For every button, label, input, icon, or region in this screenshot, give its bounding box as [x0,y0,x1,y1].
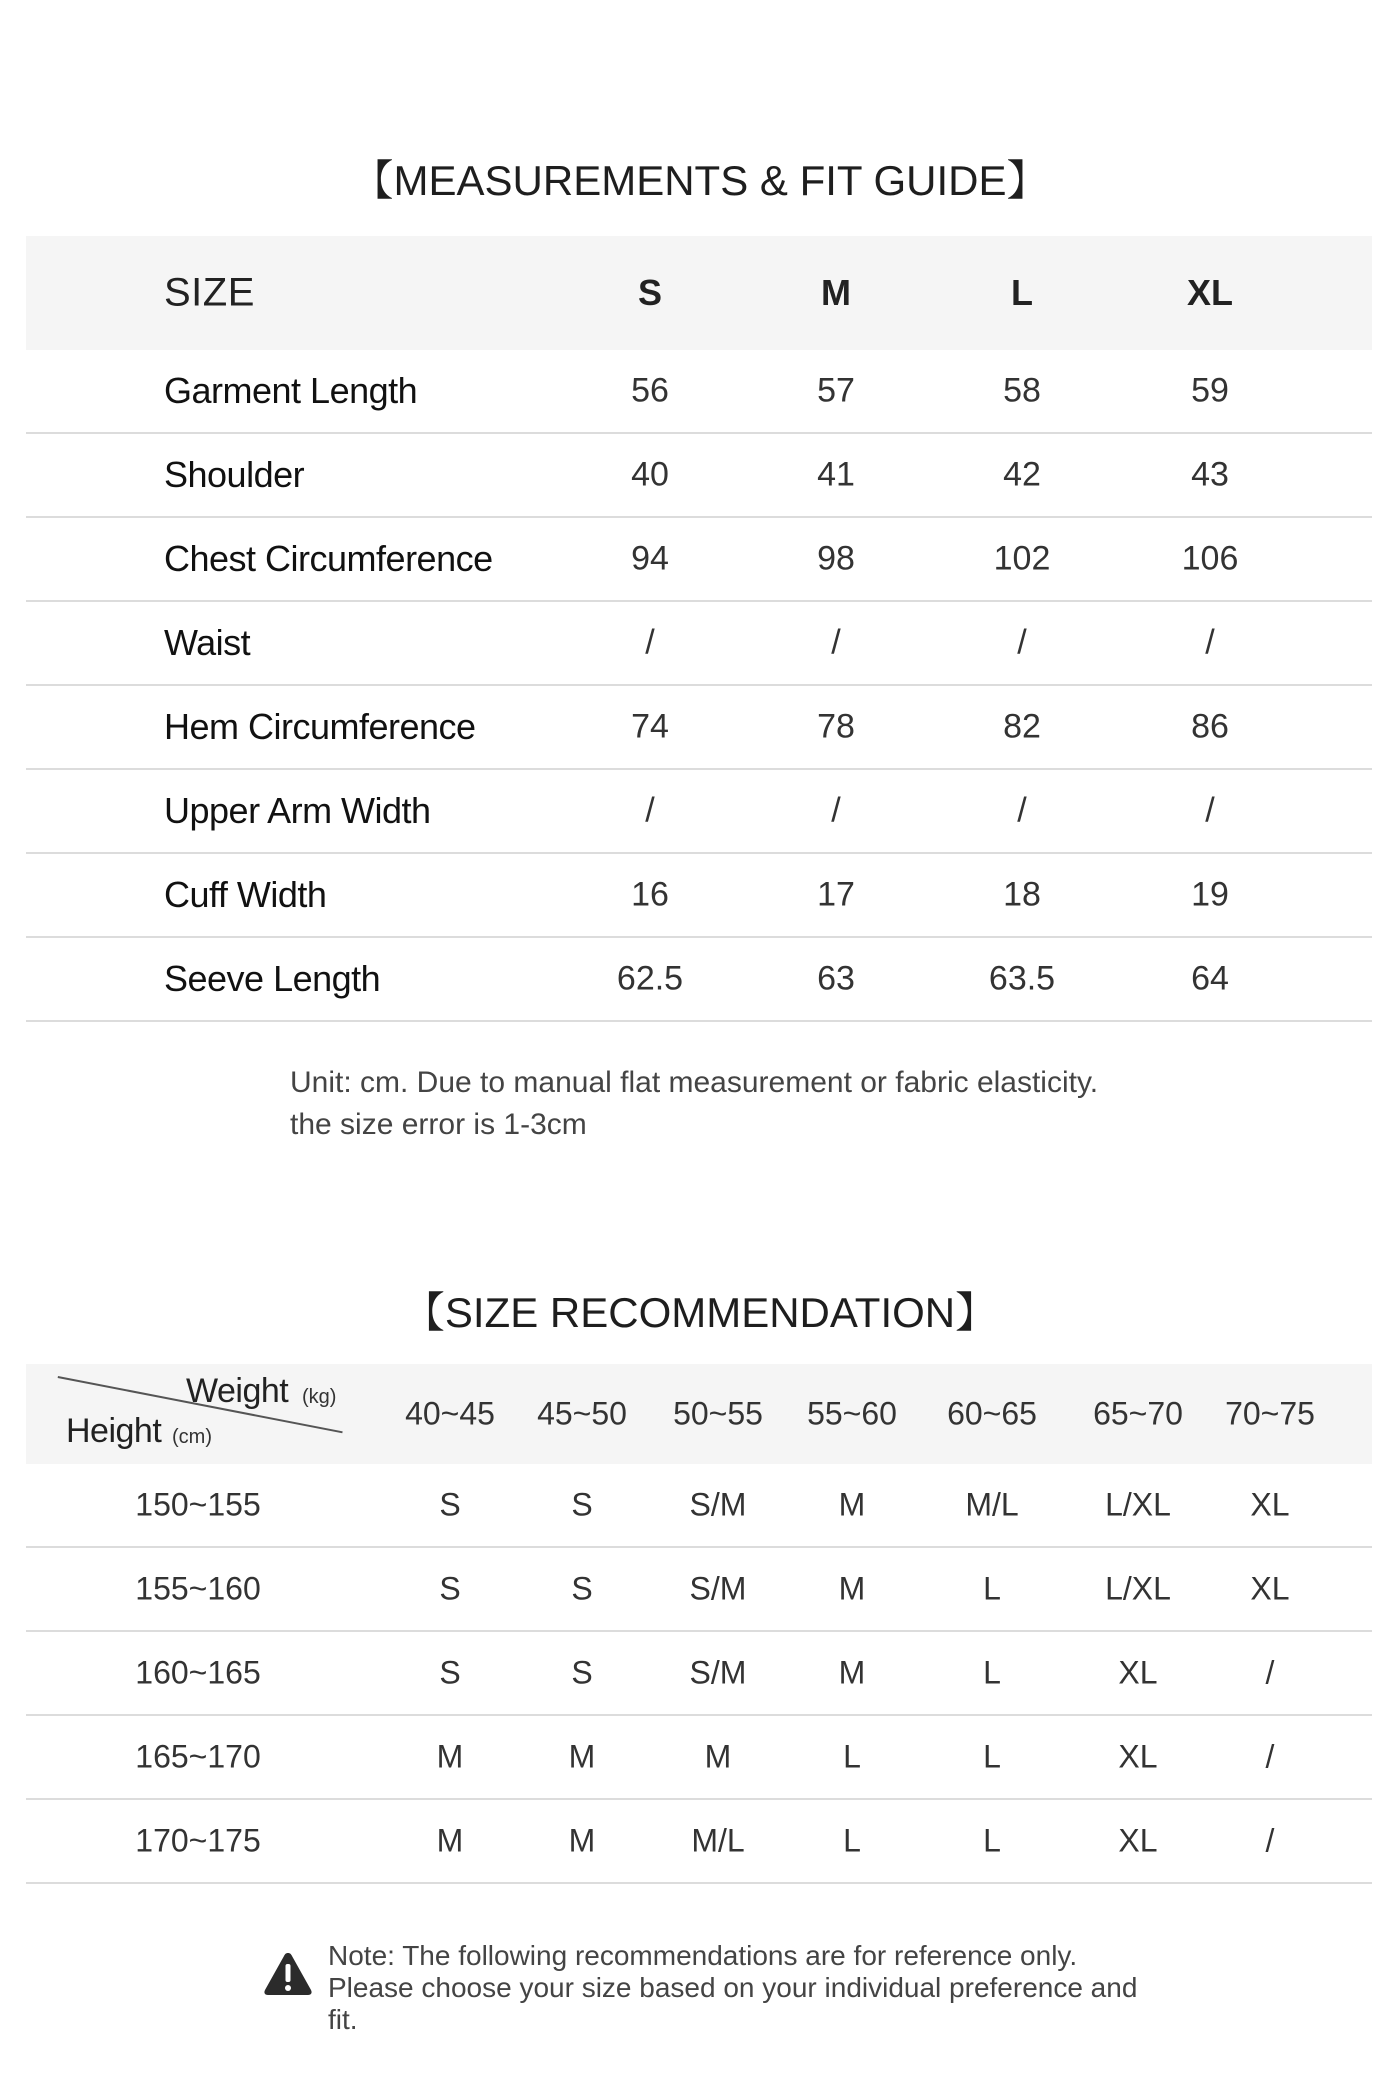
size-cell: M [838,1654,866,1691]
weight-range: 45~50 [537,1395,627,1432]
weight-range: 70~75 [1225,1395,1315,1432]
size-cell: S [439,1486,461,1523]
row-label: Seeve Length [164,958,381,999]
size-cell: S/M [689,1570,747,1607]
table-row [26,1800,1372,1884]
size-cell: M [838,1570,866,1607]
table-row [26,518,1372,602]
height-range: 165~170 [135,1738,261,1775]
row-label: Shoulder [164,454,305,495]
measurements-header-row [26,236,1372,350]
size-cell: XL [1250,1486,1290,1523]
cell-value: 63 [817,959,855,998]
recommendation-note [262,1940,1162,2035]
size-cell: XL [1118,1654,1158,1691]
measurements-title: 【MEASUREMENTS & FIT GUIDE】 [351,157,1049,204]
weight-range: 50~55 [673,1395,763,1432]
height-range: 160~165 [135,1654,261,1691]
cell-value: 82 [1003,707,1041,746]
size-header-label: SIZE [164,270,255,315]
cell-value: 63.5 [988,959,1056,998]
size-cell: S [571,1570,593,1607]
cell-value: 106 [1181,539,1239,578]
cell-value: 19 [1191,875,1229,914]
size-cell: / [1265,1654,1275,1691]
cell-value: 86 [1191,707,1229,746]
table-row [26,1548,1372,1632]
cell-value: 57 [817,371,855,410]
size-cell: XL [1118,1738,1158,1775]
size-cell: M/L [965,1486,1019,1523]
note-text [328,1940,1162,2036]
size-header-s: S [637,272,663,313]
table-row [26,602,1372,686]
cell-value: 78 [817,707,855,746]
unit-note-line2: the size error is 1-3cm [290,1108,587,1141]
size-cell: S/M [689,1654,747,1691]
size-cell: S [439,1570,461,1607]
cell-value: 59 [1191,371,1229,410]
cell-value: 17 [817,875,855,914]
table-row [26,770,1372,854]
height-label: Height [66,1412,162,1450]
size-cell: M [704,1738,732,1775]
recommendation-table [26,1364,1372,1884]
row-label: Hem Circumference [164,706,476,747]
size-cell: L [983,1822,1001,1859]
weight-range: 65~70 [1093,1395,1183,1432]
table-row [26,686,1372,770]
cell-value: / [645,791,655,830]
size-cell: L [983,1738,1001,1775]
cell-value: / [1205,623,1215,662]
size-header-xl: XL [1186,272,1234,313]
table-row [26,1632,1372,1716]
weight-range: 60~65 [947,1395,1037,1432]
cell-value: 42 [1003,455,1041,494]
weight-label: Weight [186,1372,289,1410]
height-range: 150~155 [135,1486,261,1523]
size-cell: L [843,1822,861,1859]
size-cell: L [983,1570,1001,1607]
cell-value: 56 [631,371,669,410]
size-cell: XL [1250,1570,1290,1607]
size-cell: S/M [689,1486,747,1523]
weight-range: 55~60 [807,1395,897,1432]
cell-value: / [645,623,655,662]
size-cell: L [983,1654,1001,1691]
row-label: Upper Arm Width [164,790,431,831]
table-row [26,350,1372,434]
cell-value: 102 [993,539,1051,578]
size-cell: M [436,1738,464,1775]
size-header-m: M [821,272,851,313]
row-label: Cuff Width [164,874,327,915]
table-row [26,854,1372,938]
height-range: 155~160 [135,1570,261,1607]
cell-value: 16 [631,875,669,914]
size-cell: L/XL [1105,1570,1171,1607]
cell-value: / [831,623,841,662]
table-row [26,1716,1372,1800]
cell-value: 74 [631,707,669,746]
note-line2: Please choose your size based on your individual preference and fit. [328,1972,1138,2035]
size-header-l: L [1011,272,1033,313]
cell-value: 98 [817,539,855,578]
cell-value: 62.5 [616,959,684,998]
size-cell: XL [1118,1822,1158,1859]
cell-value: / [831,791,841,830]
size-cell: / [1265,1738,1275,1775]
cell-value: 43 [1191,455,1229,494]
size-cell: M/L [691,1822,745,1859]
unit-note [290,1062,1098,1146]
size-cell: S [571,1486,593,1523]
size-cell: M [838,1486,866,1523]
row-label: Chest Circumference [164,538,493,579]
cell-value: 41 [817,455,855,494]
measurements-table [26,236,1372,1022]
cell-value: / [1017,791,1027,830]
row-label: Garment Length [164,370,418,411]
unit-note-line1: Unit: cm. Due to manual flat measurement or fabric elasticity. [290,1066,1099,1099]
cell-value: 94 [631,539,669,578]
height-range: 170~175 [135,1822,261,1859]
size-cell: L/XL [1105,1486,1171,1523]
cell-value: 40 [631,455,669,494]
recommendation-header-row [26,1364,1372,1464]
cell-value: 18 [1003,875,1041,914]
cell-value: 64 [1191,959,1229,998]
row-label: Waist [164,622,251,663]
size-cell: / [1265,1822,1275,1859]
recommendation-title: 【SIZE RECOMMENDATION】 [402,1289,998,1336]
weight-unit: (kg) [302,1386,337,1408]
table-row [26,434,1372,518]
size-cell: S [571,1654,593,1691]
weight-range: 40~45 [405,1395,495,1432]
table-row [26,938,1372,1022]
cell-value: / [1205,791,1215,830]
size-cell: M [436,1822,464,1859]
table-row [26,1464,1372,1548]
height-unit: (cm) [172,1426,212,1448]
warning-icon [262,1950,314,1998]
size-cell: M [568,1822,596,1859]
cell-value: 58 [1003,371,1041,410]
size-cell: S [439,1654,461,1691]
size-cell: M [568,1738,596,1775]
cell-value: / [1017,623,1027,662]
size-cell: L [843,1738,861,1775]
note-line1: Note: The following recommendations are for reference only. [328,1940,1078,1971]
